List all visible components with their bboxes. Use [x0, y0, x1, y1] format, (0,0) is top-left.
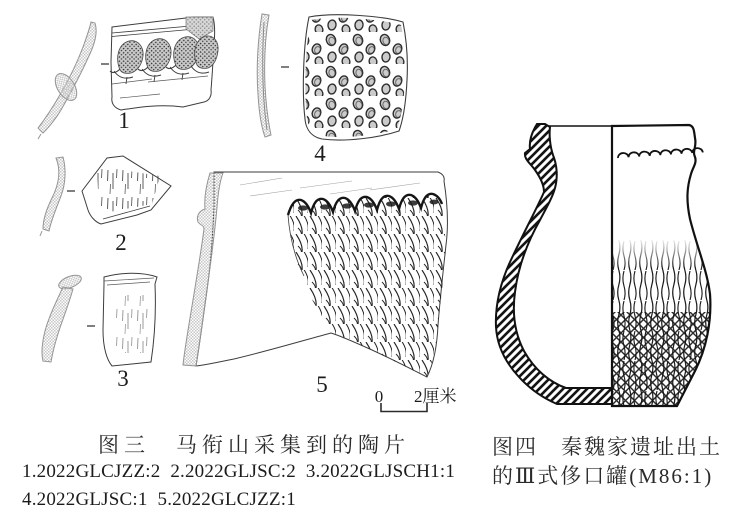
- sherd-4-number: 4: [314, 141, 326, 166]
- figure3-catalog-line2: 4.2022GLJSC:1 5.2022GLCJZZ:1: [22, 489, 296, 510]
- sherd-1-number: 1: [118, 108, 130, 133]
- scale-bar-zero: 0: [374, 387, 384, 406]
- sherd-1-group: [38, 17, 218, 139]
- sherd-4-profile-section: [257, 14, 271, 137]
- figure3-catalog-line1: 1.2022GLCJZZ:2 2.2022GLJSC:2 3.2022GLJSCH1:1: [22, 461, 456, 482]
- sherd-5-cord-texture: [288, 194, 446, 377]
- jar-wavy-applique-band: [618, 148, 703, 158]
- figure4-caption-line1: 图四 秦魏家遗址出土: [492, 435, 722, 459]
- sherd-2-group: [40, 156, 171, 255]
- figure3-caption: 图三 马衔山采集到的陶片: [98, 433, 410, 457]
- jar-exterior-texture: [612, 238, 716, 408]
- sherd-4-group: [257, 12, 412, 166]
- sherd-2-profile-section: [43, 157, 65, 231]
- sherd-3-group: [42, 272, 157, 391]
- jar-section-left-half: [496, 124, 612, 404]
- sherd-3-profile-section: [42, 287, 73, 362]
- jar-drawing: [496, 124, 716, 408]
- scale-bar: [375, 387, 457, 412]
- profile-tick: [38, 134, 41, 139]
- figure4-caption-line2: 的Ⅲ式侈口罐(M86:1): [492, 464, 714, 488]
- sherd-3-number: 3: [117, 366, 129, 391]
- sherd-5-number: 5: [316, 372, 328, 397]
- sherd-5-group: [183, 172, 447, 397]
- sherd-2-number: 2: [115, 230, 127, 255]
- scale-bar-length: 2厘米: [414, 387, 457, 406]
